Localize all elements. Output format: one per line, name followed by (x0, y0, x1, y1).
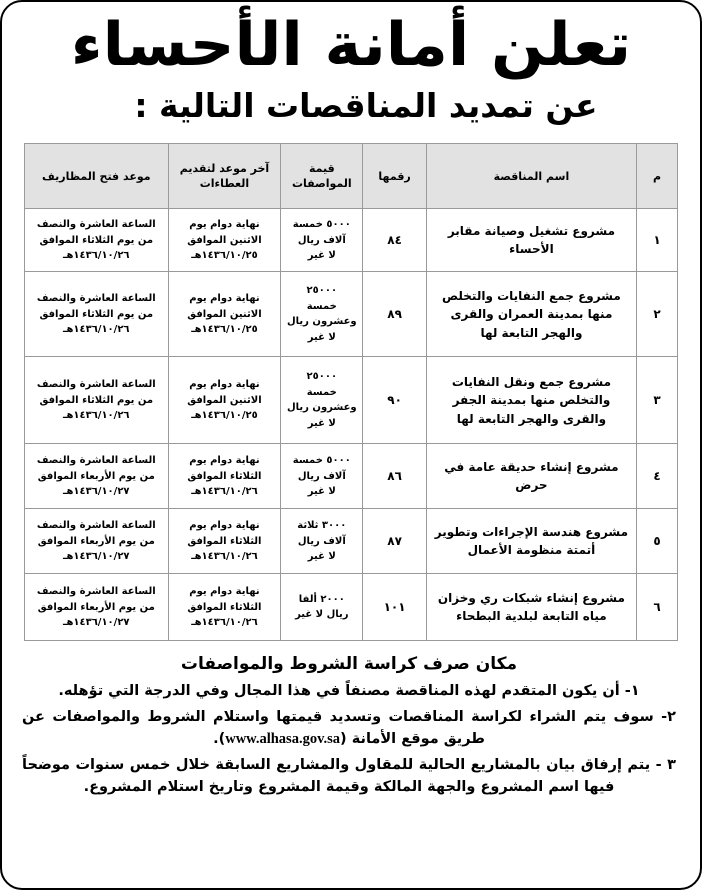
cell-index: ٤ (637, 444, 678, 509)
opening-line-1: الساعة العاشرة والنصف (36, 293, 156, 305)
deadline-line-1: نهاية دوام يوم (189, 379, 260, 391)
cell-tender-number: ٨٦ (363, 444, 427, 509)
deadline-line-3: ١٤٣٦/١٠/٢٦هـ (191, 551, 258, 563)
spec-line-1: ٥٠٠٠ خمسة (292, 219, 351, 231)
page-subtitle: عن تمديد المناقصات التالية : (134, 85, 598, 125)
deadline-line-2: الثلاثاء الموافق (187, 535, 262, 547)
table-row (25, 509, 678, 574)
note-item-3: ٣ - يتم إرفاق بيان بالمشاريع الحالية للمقاول والمشاريع السابقة خلال خمس سنوات موضحاً فيها اسم المشروع والجهة المالكة وقيمة المشروع وتاريخ استلام المشروع. (22, 756, 676, 796)
opening-line-3: ١٤٣٦/١٠/٢٧هـ (63, 617, 130, 629)
opening-line-2: من يوم الأربعاء الموافق (37, 601, 155, 613)
cell-opening-date (25, 209, 169, 272)
table-row (25, 357, 678, 444)
cell-index: ١ (637, 209, 678, 272)
spec-line-1: ٣٠٠٠ ثلاثة (297, 520, 347, 532)
cell-tender-name: مشروع جمع ونقل النفايات والتخلص منها بمدينة الجفر والقرى والهجر التابعة لها (426, 357, 636, 444)
opening-line-1: الساعة العاشرة والنصف (36, 455, 156, 467)
cell-deadline (168, 509, 281, 574)
note-item-2-text-before: ٢- سوف يتم الشراء لكراسة المناقصات وتسديد قيمتها واستلام الشروط والمواصفات عن طريق موقع الأمانة ( (22, 708, 676, 748)
notes-section (22, 654, 676, 798)
cell-tender-number: ٩٠ (363, 357, 427, 444)
note-item-1: ١- أن يكون المتقدم لهذه المناقصة مصنفاً في هذا المجال وفي الدرجة التي تؤهله. (58, 683, 640, 700)
table-row (25, 444, 678, 509)
spec-line-2: آلاف ريال (297, 535, 346, 547)
table-header-row (25, 144, 678, 209)
tenders-table-wrapper (24, 143, 678, 641)
cell-tender-number: ٨٧ (363, 509, 427, 574)
cell-tender-number: ٨٤ (363, 209, 427, 272)
tenders-table (24, 143, 678, 641)
cell-opening-date (25, 509, 169, 574)
opening-line-3: ١٤٣٦/١٠/٢٦هـ (63, 410, 130, 422)
cell-opening-date (25, 444, 169, 509)
cell-spec-value (281, 509, 363, 574)
deadline-line-1: نهاية دوام يوم (189, 455, 260, 467)
cell-deadline (168, 209, 281, 272)
table-header (25, 144, 678, 209)
cell-tender-number: ٨٩ (363, 272, 427, 357)
column-header-deadline (168, 144, 281, 209)
spec-line-2: خمسة (306, 300, 337, 312)
deadline-line-3: ١٤٣٦/١٠/٢٦هـ (191, 486, 258, 498)
spec-line-1: ٥٠٠٠ خمسة (292, 455, 351, 467)
cell-tender-name: مشروع جمع النفايات والتخلص منها بمدينة العمران والقرى والهجر التابعة لها (426, 272, 636, 357)
spec-line-3: لا غير (307, 551, 336, 563)
spec-line-2: آلاف ريال (297, 234, 346, 246)
opening-line-1: الساعة العاشرة والنصف (36, 520, 156, 532)
cell-opening-date (25, 574, 169, 641)
opening-line-1: الساعة العاشرة والنصف (36, 586, 156, 598)
column-header-deadline-line1: آخر موعد لتقديم (179, 162, 270, 176)
column-header-spec-value-line2: المواصفات (291, 177, 352, 191)
deadline-line-3: ١٤٣٦/١٠/٢٥هـ (191, 324, 258, 336)
deadline-line-1: نهاية دوام يوم (189, 520, 260, 532)
notes-title: مكان صرف كراسة الشروط والمواصفات (180, 654, 518, 675)
cell-spec-value (281, 444, 363, 509)
note-item-2 (22, 706, 676, 751)
spec-line-3: لا غير (307, 250, 336, 262)
column-header-index: م (637, 144, 678, 209)
cell-tender-name: مشروع إنشاء شبكات ري وخزان مياه التابعة لبلدية البطحاء (426, 574, 636, 641)
column-header-name: اسم المناقصة (426, 144, 636, 209)
opening-line-1: الساعة العاشرة والنصف (36, 379, 156, 391)
deadline-line-2: الاثنين الموافق (187, 394, 262, 406)
spec-line-1: ٢٥٠٠٠ (306, 371, 338, 383)
deadline-line-2: الثلاثاء الموافق (187, 470, 262, 482)
cell-tender-name: مشروع إنشاء حديقة عامة في حرض (426, 444, 636, 509)
deadline-line-2: الثلاثاء الموافق (187, 601, 262, 613)
deadline-line-1: نهاية دوام يوم (189, 293, 260, 305)
cell-spec-value (281, 272, 363, 357)
cell-index: ٢ (637, 272, 678, 357)
column-header-spec-value (281, 144, 363, 209)
spec-line-2: آلاف ريال (297, 470, 346, 482)
cell-index: ٥ (637, 509, 678, 574)
cell-deadline (168, 574, 281, 641)
cell-index: ٣ (637, 357, 678, 444)
opening-line-2: من يوم الثلاثاء الموافق (39, 234, 154, 246)
column-header-spec-value-line1: قيمة (308, 162, 335, 176)
deadline-line-1: نهاية دوام يوم (189, 586, 260, 598)
opening-line-2: من يوم الثلاثاء الموافق (39, 308, 154, 320)
opening-line-3: ١٤٣٦/١٠/٢٦هـ (63, 324, 130, 336)
opening-line-2: من يوم الأربعاء الموافق (37, 470, 155, 482)
opening-line-3: ١٤٣٦/١٠/٢٧هـ (63, 551, 130, 563)
table-row (25, 272, 678, 357)
opening-line-1: الساعة العاشرة والنصف (36, 219, 156, 231)
cell-tender-number: ١٠١ (363, 574, 427, 641)
opening-line-2: من يوم الأربعاء الموافق (37, 535, 155, 547)
cell-deadline (168, 272, 281, 357)
cell-spec-value (281, 574, 363, 641)
column-header-opening: موعد فتح المظاريف (25, 144, 169, 209)
opening-line-3: ١٤٣٦/١٠/٢٦هـ (63, 250, 130, 262)
cell-spec-value (281, 357, 363, 444)
deadline-line-2: الاثنين الموافق (187, 308, 262, 320)
cell-opening-date (25, 272, 169, 357)
deadline-line-1: نهاية دوام يوم (189, 219, 260, 231)
cell-deadline (168, 444, 281, 509)
table-row (25, 209, 678, 272)
cell-tender-name: مشروع تشغيل وصيانة مقابر الأحساء (426, 209, 636, 272)
cell-opening-date (25, 357, 169, 444)
cell-spec-value (281, 209, 363, 272)
column-header-number: رقمها (363, 144, 427, 209)
spec-line-3: لا غير (307, 486, 336, 498)
spec-line-4: لا غير (307, 417, 336, 429)
note-item-2-text-after: ). (213, 731, 226, 748)
spec-line-1: ٢٥٠٠٠ (306, 285, 338, 297)
spec-line-2: ريال لا غير (295, 609, 349, 621)
cell-deadline (168, 357, 281, 444)
table-row (25, 574, 678, 641)
opening-line-3: ١٤٣٦/١٠/٢٧هـ (63, 486, 130, 498)
headline-block (16, 10, 686, 125)
table-body (25, 209, 678, 641)
deadline-line-3: ١٤٣٦/١٠/٢٦هـ (191, 617, 258, 629)
page-title: تعلن أمانة الأحساء (70, 10, 632, 80)
spec-line-4: لا غير (307, 331, 336, 343)
spec-line-3: وعشرون ريال (287, 402, 357, 414)
amanah-website-url[interactable]: www.alhasa.gov.sa (225, 731, 341, 748)
cell-tender-name: مشروع هندسة الإجراءات وتطوير أتمتة منظومة الأعمال (426, 509, 636, 574)
opening-line-2: من يوم الثلاثاء الموافق (39, 394, 154, 406)
column-header-deadline-line2: العطاءات (199, 177, 250, 191)
spec-line-1: ٢٠٠٠ ألفا (298, 593, 345, 605)
deadline-line-3: ١٤٣٦/١٠/٢٥هـ (191, 410, 258, 422)
spec-line-3: وعشرون ريال (287, 316, 357, 328)
spec-line-2: خمسة (306, 386, 337, 398)
deadline-line-2: الاثنين الموافق (187, 234, 262, 246)
cell-index: ٦ (637, 574, 678, 641)
deadline-line-3: ١٤٣٦/١٠/٢٥هـ (191, 250, 258, 262)
